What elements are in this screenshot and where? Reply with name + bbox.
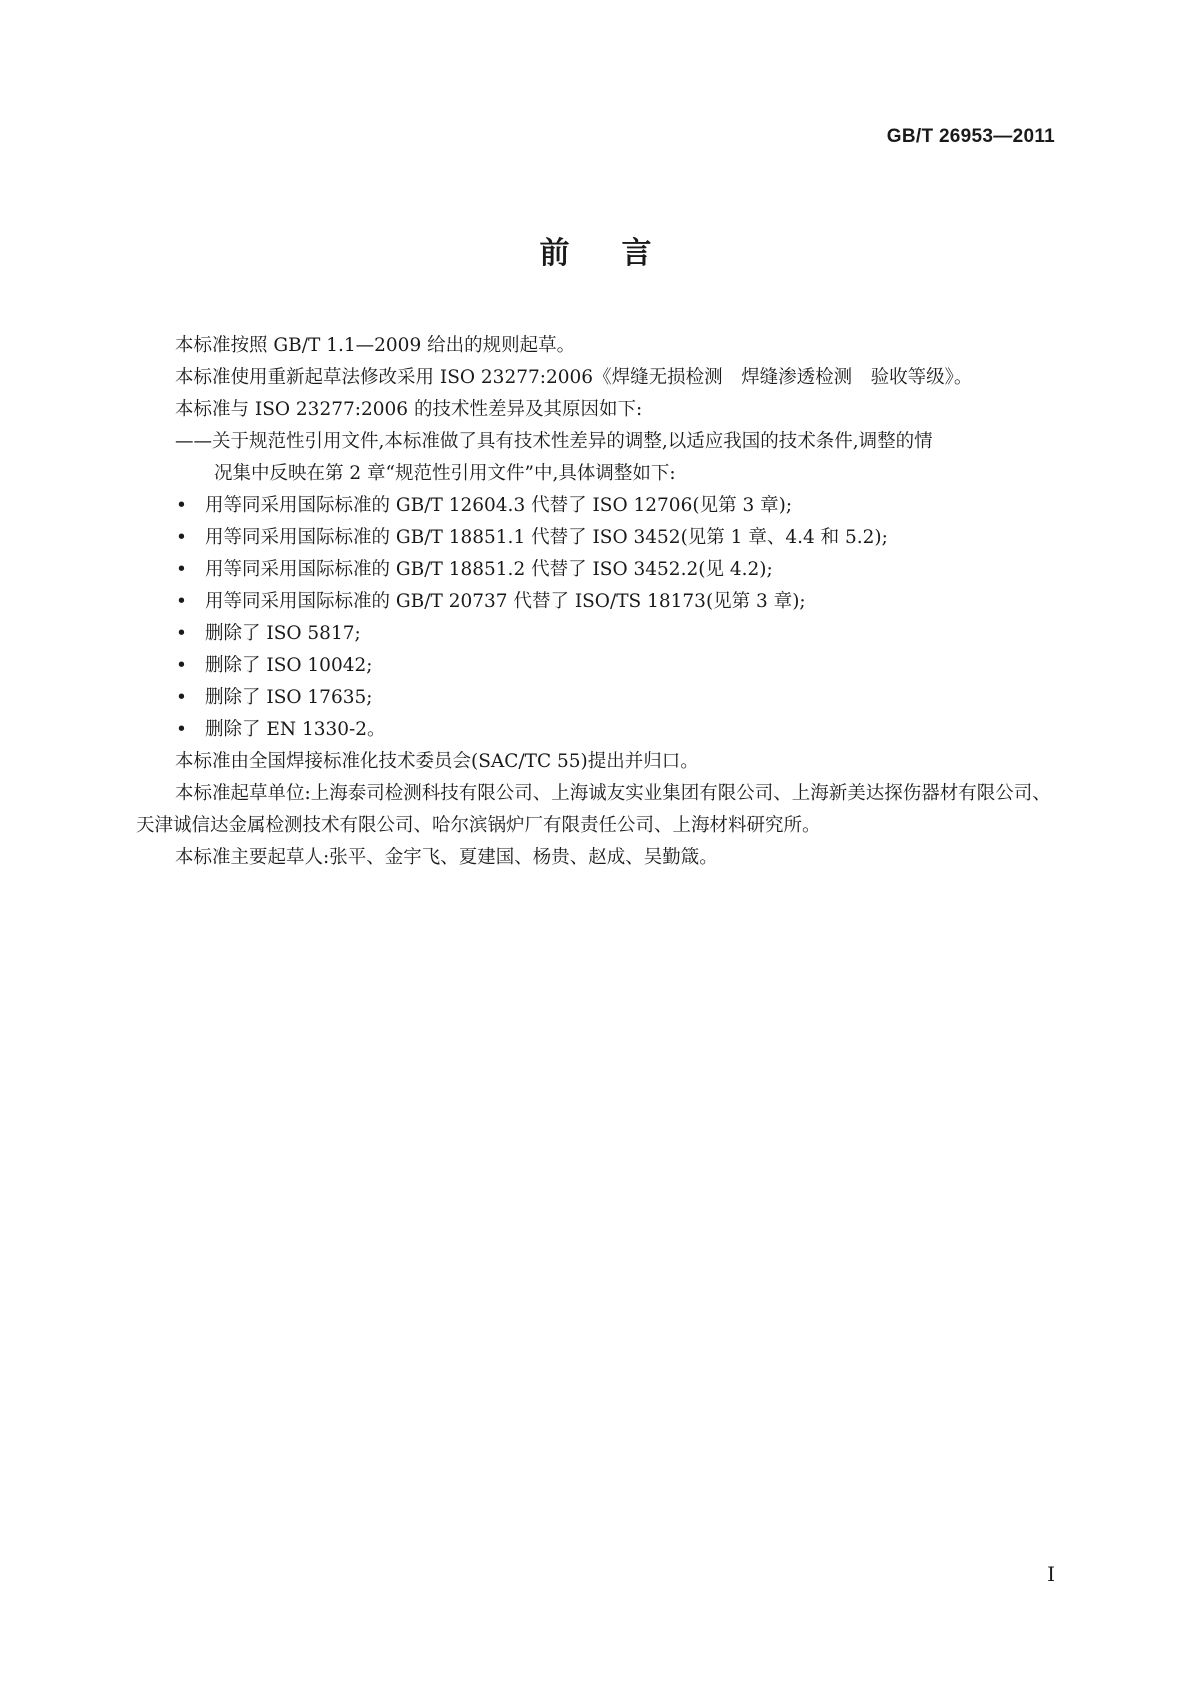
paragraph-drafting-units: 本标准起草单位:上海泰司检测科技有限公司、上海诚友实业集团有限公司、上海新美达探伤器材有限公司、天津诚信达金属检测技术有限公司、哈尔滨锅炉厂有限责任公司、上海材料研究所。 xyxy=(136,783,1051,836)
bullet-icon: • xyxy=(176,495,187,516)
list-item-text: 用等同采用国际标准的 GB/T 20737 代替了 ISO/TS 18173(见第 3 章); xyxy=(205,591,806,612)
foreword-body xyxy=(136,330,1056,874)
bullet-icon: • xyxy=(176,559,187,580)
bullet-icon: • xyxy=(176,623,187,644)
paragraph-proposer: 本标准由全国焊接标准化技术委员会(SAC/TC 55)提出并归口。 xyxy=(175,751,699,772)
dash-item-line-2: 况集中反映在第 2 章“规范性引用文件”中,具体调整如下: xyxy=(214,463,676,484)
list-item xyxy=(136,682,1056,714)
list-item xyxy=(136,714,1056,746)
list-item xyxy=(136,554,1056,586)
list-item xyxy=(136,522,1056,554)
paragraph-adoption: 本标准使用重新起草法修改采用 ISO 23277:2006《焊缝无损检测 焊缝渗透检测 验收等级》。 xyxy=(175,367,973,388)
list-item-text: 用等同采用国际标准的 GB/T 18851.1 代替了 ISO 3452(见第 1 章、4.4 和 5.2); xyxy=(205,527,888,548)
list-item-text: 删除了 ISO 17635; xyxy=(205,687,373,708)
page-number: I xyxy=(1047,1562,1055,1586)
bullet-icon: • xyxy=(176,591,187,612)
bullet-icon: • xyxy=(176,719,187,740)
list-item-text: 删除了 ISO 5817; xyxy=(205,623,361,644)
paragraph-drafters: 本标准主要起草人:张平、金宇飞、夏建国、杨贵、赵成、吴勤箴。 xyxy=(175,847,718,868)
page-title: 前言 xyxy=(539,236,704,271)
paragraph-differences-intro: 本标准与 ISO 23277:2006 的技术性差异及其原因如下: xyxy=(175,399,643,420)
list-item xyxy=(136,586,1056,618)
list-item xyxy=(136,618,1056,650)
list-item-text: 用等同采用国际标准的 GB/T 12604.3 代替了 ISO 12706(见第 3 章); xyxy=(205,495,793,516)
list-item-text: 用等同采用国际标准的 GB/T 18851.2 代替了 ISO 3452.2(见 4.2); xyxy=(205,559,773,580)
standard-code: GB/T 26953—2011 xyxy=(886,126,1055,147)
bullet-icon: • xyxy=(176,655,187,676)
bullet-icon: • xyxy=(176,687,187,708)
dash-item-line-1: ——关于规范性引用文件,本标准做了具有技术性差异的调整,以适应我国的技术条件,调整的情 xyxy=(175,431,933,452)
list-item-text: 删除了 ISO 10042; xyxy=(205,655,373,676)
bullet-icon: • xyxy=(176,527,187,548)
list-item-text: 删除了 EN 1330-2。 xyxy=(205,719,386,740)
paragraph-drafting-rules: 本标准按照 GB/T 1.1—2009 给出的规则起草。 xyxy=(175,335,576,356)
list-item xyxy=(136,490,1056,522)
list-item xyxy=(136,650,1056,682)
